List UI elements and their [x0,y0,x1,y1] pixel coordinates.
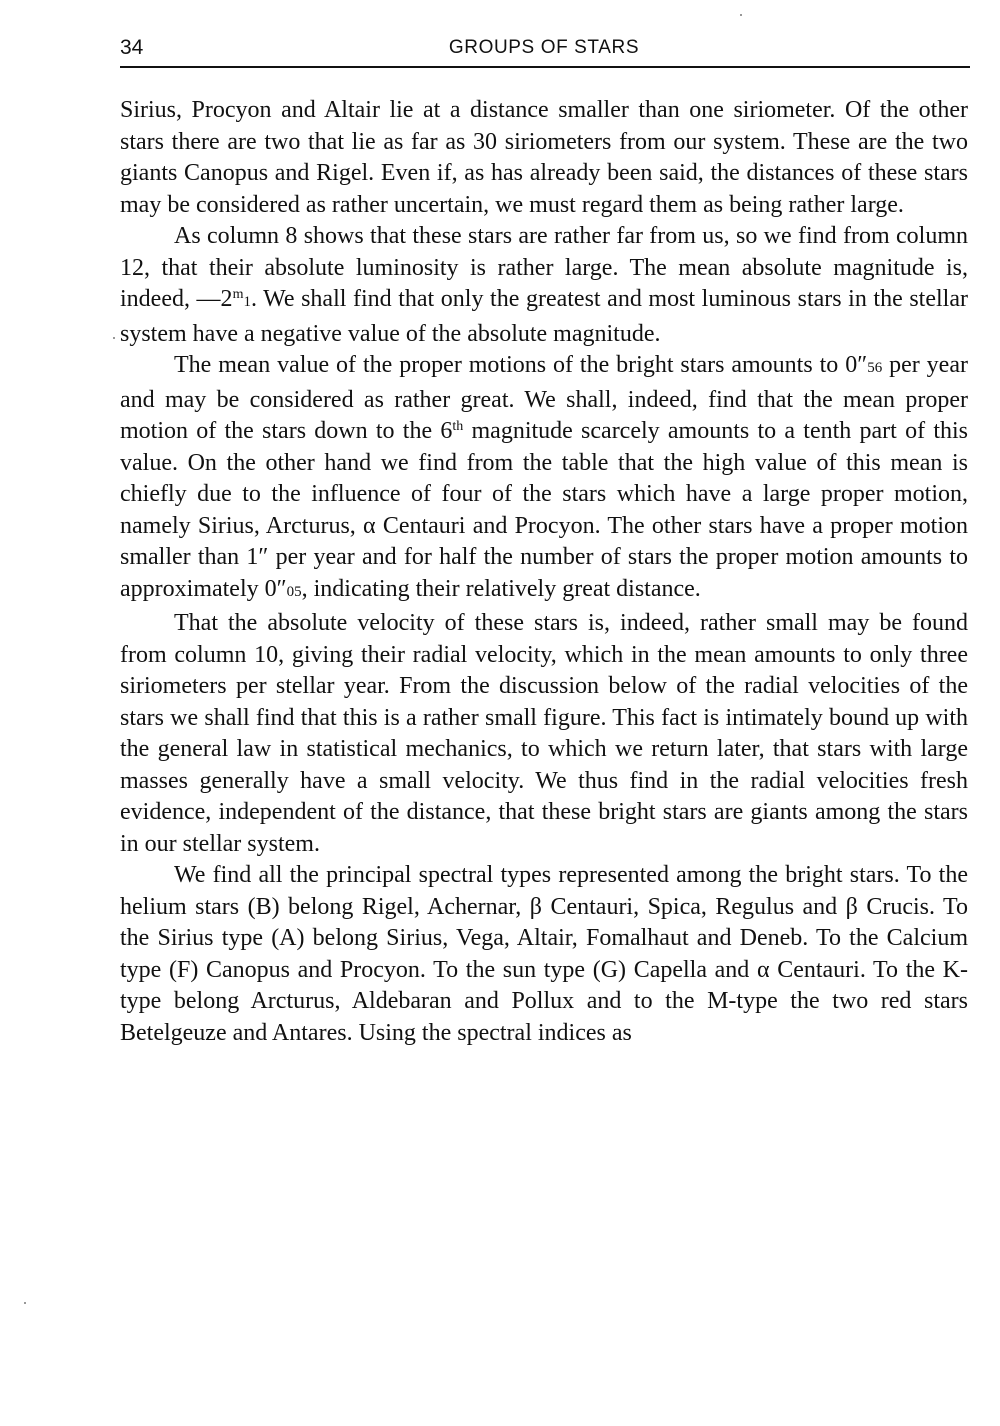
proper-motion-decimal-2: 05 [286,583,302,600]
proper-motion-decimal-1: 56 [867,360,883,376]
running-header [120,36,968,62]
paragraph-2-text-a: As column 8 shows that these stars are rather far from us, so we find from column 12, that their absolute luminosity is rather large. The mean absolute magnitude is, indeed, —2 [120,223,968,312]
paragraph-5: We find all the principal spectral types represented among the bright stars. To the helium stars (B) belong Rigel, Achernar, β Centauri, Spica, Regulus and β Crucis. To the Sirius type (A) belong Sirius, Vega, Altair, Fomalhaut and Deneb. To the Calcium type (F) Canopus and Procyon. To the sun type (G) Capella and α Centauri. To the K-type belong Arcturus, Aldebaran and Pollux and to the M-type the two red stars Betelgeuze and Antares. Using the spectral indices as [120,862,968,1046]
paper-speck [113,337,115,339]
paragraph-2-text-b: . We shall find that only the greatest and most luminous stars in the stellar system have a negative value of the absolute magnitude. [120,286,968,347]
paragraph-3 [120,350,968,608]
paragraph-1: Sirius, Procyon and Altair lie at a distance smaller than one siriometer. Of the other stars there are two that lie as far as 30 siriometers from our system. These are the two giants Canopus and Rigel. Even if, as has already been said, the distances of these stars may be considered as rather uncertain, we must regard them as being rather large. [120,97,968,218]
paragraph-4: That the absolute velocity of these stars is, indeed, rather small may be found from column 10, giving their radial velocity, which in the mean amounts to only three siriometers per stellar year. From the discussion below of the radial velocities of the stars we shall find that this is a rather small figure. This fact is intimately bound up with the general law in statistical mechanics, to which we return later, that stars with large masses generally have a small velocity. We thus find in the radial velocities fresh evidence, independent of the distance, that these bright stars are giants among the stars in our stellar system. [120,610,968,857]
magnitude-superscript: m [232,287,244,302]
paragraph-3-text-d: , indicating their relatively great distance. [301,575,701,602]
paragraph-3-text-a: The mean value of the proper motions of the bright stars amounts to 0″ [174,352,868,378]
ordinal-superscript: th [452,419,464,434]
running-title: GROUPS OF STARS [448,37,640,58]
header-rule [120,66,970,68]
magnitude-decimal: 1 [243,294,251,310]
paragraph-3-text-c: magnitude scarcely amounts to a tenth part of this value. On the other hand we find from the table that the high value of this mean is chiefly due to the influence of four of the stars which have a large proper motion, namely Sirius, Arcturus, α Centauri and Procyon. The other stars have a proper motion smaller than 1″ per year and for half the number of stars the proper motion amounts to approximately 0″ [120,418,968,602]
page-number: 34 [120,36,144,59]
paragraph-3-text-b: per year and may be considered as rather great. We shall, indeed, find that the mean proper motion of the stars down to the 6 [120,352,968,444]
paper-speck [740,14,742,16]
body-text [120,95,968,1049]
paper-speck [24,1302,26,1304]
paragraph-2 [120,221,968,350]
